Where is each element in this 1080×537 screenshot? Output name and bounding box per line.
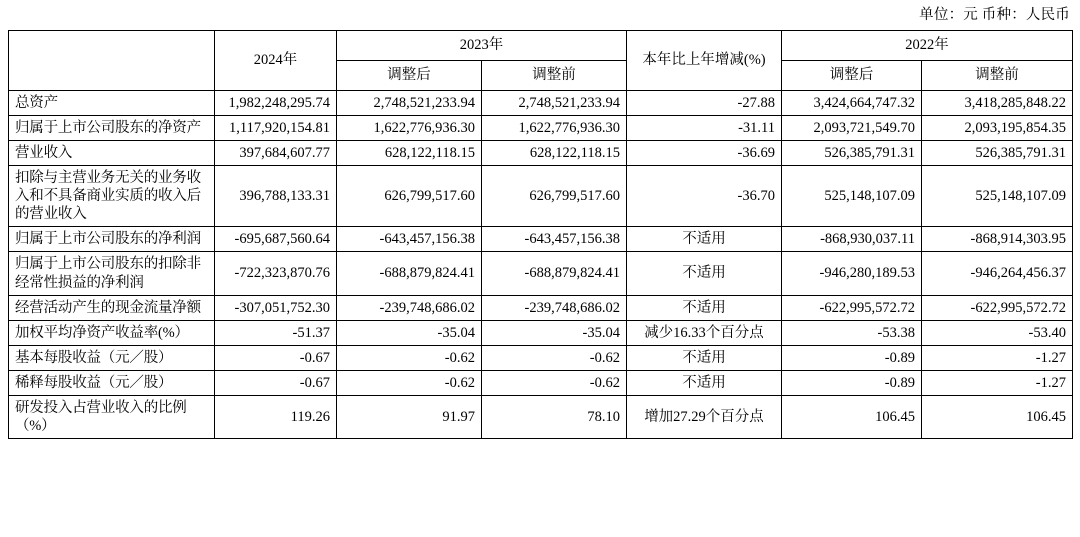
cell-2023-before: 78.10 <box>482 396 627 439</box>
table-row <box>9 115 1073 140</box>
cell-2024: 396,788,133.31 <box>215 165 337 226</box>
cell-2023-adjusted: 626,799,517.60 <box>337 165 482 226</box>
cell-yoy-change: 不适用 <box>627 252 782 295</box>
table-row <box>9 140 1073 165</box>
cell-2024: -0.67 <box>215 371 337 396</box>
cell-2023-adjusted: -239,748,686.02 <box>337 295 482 320</box>
header-cell-2022: 2022年 <box>782 30 1073 60</box>
cell-2022-adjusted: 525,148,107.09 <box>782 165 922 226</box>
cell-2023-before: -35.04 <box>482 320 627 345</box>
table-header <box>9 30 1073 90</box>
table-row <box>9 165 1073 226</box>
cell-2022-before: -1.27 <box>922 371 1073 396</box>
header-cell-2023: 2023年 <box>337 30 627 60</box>
cell-yoy-change: 不适用 <box>627 371 782 396</box>
cell-2023-adjusted: 2,748,521,233.94 <box>337 90 482 115</box>
cell-2022-before: 3,418,285,848.22 <box>922 90 1073 115</box>
table-row <box>9 371 1073 396</box>
cell-2024: 1,117,920,154.81 <box>215 115 337 140</box>
cell-yoy-change: -31.11 <box>627 115 782 140</box>
table-row <box>9 227 1073 252</box>
row-label: 归属于上市公司股东的净资产 <box>9 115 215 140</box>
cell-yoy-change: 不适用 <box>627 345 782 370</box>
cell-2023-before: -643,457,156.38 <box>482 227 627 252</box>
cell-2023-adjusted: -0.62 <box>337 371 482 396</box>
cell-2023-adjusted: 91.97 <box>337 396 482 439</box>
table-row <box>9 295 1073 320</box>
cell-2023-before: 626,799,517.60 <box>482 165 627 226</box>
cell-2024: -0.67 <box>215 345 337 370</box>
cell-2023-before: -688,879,824.41 <box>482 252 627 295</box>
cell-2023-adjusted: -35.04 <box>337 320 482 345</box>
cell-yoy-change: 增加27.29个百分点 <box>627 396 782 439</box>
financial-summary-table <box>8 30 1073 440</box>
cell-2023-before: 2,748,521,233.94 <box>482 90 627 115</box>
header-cell-2023-before: 调整前 <box>482 60 627 90</box>
table-row <box>9 345 1073 370</box>
row-label: 总资产 <box>9 90 215 115</box>
header-cell-2023-adjusted: 调整后 <box>337 60 482 90</box>
cell-2022-adjusted: -946,280,189.53 <box>782 252 922 295</box>
row-label: 稀释每股收益（元／股） <box>9 371 215 396</box>
row-label: 基本每股收益（元／股） <box>9 345 215 370</box>
cell-2022-before: -1.27 <box>922 345 1073 370</box>
header-cell-2022-before: 调整前 <box>922 60 1073 90</box>
cell-2022-before: 106.45 <box>922 396 1073 439</box>
cell-2022-adjusted: 106.45 <box>782 396 922 439</box>
cell-2022-before: 526,385,791.31 <box>922 140 1073 165</box>
cell-2024: -722,323,870.76 <box>215 252 337 295</box>
cell-2023-before: -239,748,686.02 <box>482 295 627 320</box>
header-row-primary <box>9 30 1073 60</box>
row-label: 归属于上市公司股东的净利润 <box>9 227 215 252</box>
cell-2023-adjusted: 628,122,118.15 <box>337 140 482 165</box>
cell-2022-adjusted: -622,995,572.72 <box>782 295 922 320</box>
header-cell-2024: 2024年 <box>215 30 337 90</box>
row-label: 扣除与主营业务无关的业务收入和不具备商业实质的收入后的营业收入 <box>9 165 215 226</box>
cell-2022-before: -868,914,303.95 <box>922 227 1073 252</box>
cell-yoy-change: -36.69 <box>627 140 782 165</box>
table-row <box>9 90 1073 115</box>
cell-2024: 397,684,607.77 <box>215 140 337 165</box>
cell-2024: -695,687,560.64 <box>215 227 337 252</box>
cell-yoy-change: -36.70 <box>627 165 782 226</box>
cell-2024: 1,982,248,295.74 <box>215 90 337 115</box>
row-label: 营业收入 <box>9 140 215 165</box>
cell-2024: 119.26 <box>215 396 337 439</box>
row-label: 经营活动产生的现金流量净额 <box>9 295 215 320</box>
header-cell-2022-adjusted: 调整后 <box>782 60 922 90</box>
cell-yoy-change: 不适用 <box>627 295 782 320</box>
cell-2023-adjusted: -0.62 <box>337 345 482 370</box>
row-label: 研发投入占营业收入的比例（%） <box>9 396 215 439</box>
table-row <box>9 396 1073 439</box>
cell-2023-before: 1,622,776,936.30 <box>482 115 627 140</box>
cell-2023-adjusted: 1,622,776,936.30 <box>337 115 482 140</box>
table-row <box>9 252 1073 295</box>
cell-2022-adjusted: -0.89 <box>782 345 922 370</box>
cell-2022-before: 525,148,107.09 <box>922 165 1073 226</box>
cell-2023-before: -0.62 <box>482 345 627 370</box>
cell-2022-before: 2,093,195,854.35 <box>922 115 1073 140</box>
table-row <box>9 320 1073 345</box>
cell-2022-adjusted: 2,093,721,549.70 <box>782 115 922 140</box>
cell-yoy-change: 不适用 <box>627 227 782 252</box>
cell-2023-adjusted: -688,879,824.41 <box>337 252 482 295</box>
row-label: 加权平均净资产收益率(%） <box>9 320 215 345</box>
cell-2024: -307,051,752.30 <box>215 295 337 320</box>
row-label: 归属于上市公司股东的扣除非经常性损益的净利润 <box>9 252 215 295</box>
cell-2023-before: -0.62 <box>482 371 627 396</box>
cell-yoy-change: 减少16.33个百分点 <box>627 320 782 345</box>
cell-2022-before: -946,264,456.37 <box>922 252 1073 295</box>
cell-2022-adjusted: 3,424,664,747.32 <box>782 90 922 115</box>
cell-2022-adjusted: -868,930,037.11 <box>782 227 922 252</box>
cell-2023-adjusted: -643,457,156.38 <box>337 227 482 252</box>
header-cell-yoy-change: 本年比上年增减(%) <box>627 30 782 90</box>
cell-2022-before: -53.40 <box>922 320 1073 345</box>
header-cell-indicator <box>9 30 215 90</box>
table-body <box>9 90 1073 439</box>
cell-2022-adjusted: 526,385,791.31 <box>782 140 922 165</box>
cell-2022-before: -622,995,572.72 <box>922 295 1073 320</box>
unit-note: 单位：元 币种：人民币 <box>919 7 1070 23</box>
cell-2023-before: 628,122,118.15 <box>482 140 627 165</box>
cell-2022-adjusted: -0.89 <box>782 371 922 396</box>
cell-2024: -51.37 <box>215 320 337 345</box>
cell-2022-adjusted: -53.38 <box>782 320 922 345</box>
cell-yoy-change: -27.88 <box>627 90 782 115</box>
